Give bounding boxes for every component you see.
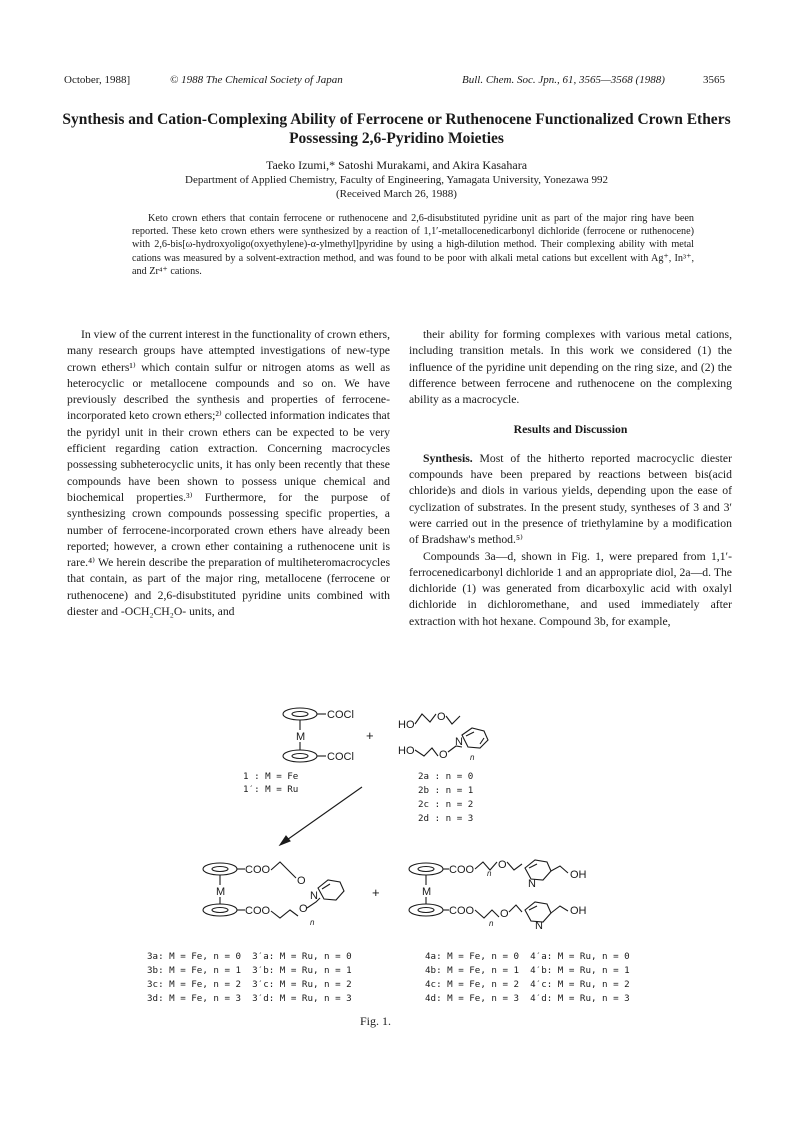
header-date: October, 1988] (64, 74, 131, 86)
legend-ru: 4′a: M = Ru, n = 0 (530, 951, 630, 962)
ester-label-top: COO (245, 864, 271, 876)
pyridine-n-label: N (455, 736, 463, 748)
legend-ru: 3′a: M = Ru, n = 0 (252, 951, 352, 962)
oxygen-label: O (297, 875, 306, 887)
oxygen-label-top: O (437, 711, 446, 723)
legend-line: 1 : M = Fe (243, 771, 299, 782)
section-heading: Results and Discussion (513, 423, 628, 437)
ester-label-top: COO (449, 864, 475, 876)
cocl-label-bottom: COCl (327, 751, 354, 763)
pyridine-diol-structure (398, 711, 488, 762)
legend-fe: 4b: M = Fe, n = 1 (425, 965, 520, 976)
legend-row (147, 964, 352, 978)
legend-fe: 3d: M = Fe, n = 3 (147, 993, 242, 1004)
plus-sign-1: + (366, 728, 374, 743)
synthesis-text: Most of the hitherto reported macrocyclic diester compounds have been prepared by reactions between bis(acid chloride)s and diols in various yields, depending upon the ease of cyclization of substrates. In the present study, syntheses of 3 and 3′ were carried out in the presence of triethylamine by a modification of Bradshaw's method.⁵⁾ (409, 451, 732, 547)
product3-legend (147, 950, 352, 1006)
legend-row (425, 964, 630, 978)
macrocycle-product-structure (203, 862, 344, 927)
metal-label: M (296, 731, 306, 743)
legend-ru: 4′d: M = Ru, n = 3 (530, 993, 630, 1004)
legend-fe: 3c: M = Fe, n = 2 (147, 979, 242, 990)
repeat-n-subscript: n (470, 753, 475, 762)
oxygen-label: O (500, 908, 509, 920)
pyridine-n-label: N (535, 920, 543, 932)
author-list: Taeko Izumi,* Satoshi Murakami, and Akira Kasahara (265, 158, 528, 172)
figure-caption: Fig. 1. (360, 1014, 392, 1028)
metal-label: M (216, 886, 226, 898)
oxygen-label: O (299, 903, 308, 915)
legend-row (425, 992, 630, 1006)
legend-ru: 3′d: M = Ru, n = 3 (252, 993, 352, 1004)
legend-line: 2b : n = 1 (418, 785, 474, 796)
product4-legend (425, 950, 630, 1006)
plus-sign-2: + (372, 885, 380, 900)
ho-label-bottom: HO (398, 745, 415, 757)
intro-paragraph-continued: their ability for forming complexes with various metal cations, including transition metals. In this work we considered (1) the influence of the pyridine unit depending on the ring size, and (2) the difference between ferrocene and ruthenocene on the complexing ability as a macrocycle. (409, 328, 732, 407)
reactant1-legend (243, 770, 298, 796)
legend-row (147, 992, 352, 1006)
ester-label-bottom: COO (245, 905, 271, 917)
affiliation: Department of Applied Chemistry, Faculty of Engineering, Yamagata University, Yonezawa 992 (185, 174, 608, 186)
legend-line: 2d : n = 3 (418, 813, 474, 824)
metallocene-dichloride-structure (283, 708, 354, 763)
compounds-paragraph: Compounds 3a—d, shown in Fig. 1, were prepared from 1,1′-ferrocenedicarbonyl dichloride 1 and an appropriate diol, 2a—d. The dichloride (1) was generated from dicarboxylic acid with oxalyl dichloride in dichloromethane, and used immediately after extraction with hot hexane. Compound 3b, for example, (409, 549, 732, 628)
legend-line: 1′: M = Ru (243, 784, 299, 795)
legend-fe: 4c: M = Fe, n = 2 (425, 979, 520, 990)
repeat-n-subscript: n (489, 919, 494, 928)
legend-row (425, 978, 630, 992)
intro-paragraph: In view of the current interest in the functionality of crown ethers, many research groups have attempted investigations of new-type crown ethers¹⁾ which contain sulfur or nitrogen atoms as well as heterocyclic or metallocene compounds and so on. We have previously described the synthesis and properties of ferrocene-incorporated keto crown ethers;²⁾ collected information indicates that the pyridyl unit in their crown ethers can be expected to be very efficient regarding cation extraction. Concerning macrocycles possessing subheterocyclic units, it has only been recently that these compounds have been shown to possess unique chemical and biochemical properties.³⁾ Furthermore, for the purpose of synthesizing crown compounds possessing specific properties, a number of ferrocene-incorporated crown ethers have already been reported; however, a crown ether containing a ruthenocene unit is rare.⁴⁾ We herein describe the preparation of multiheteromacrocycles that contain, as part of the major ring, metallocene (ferrocene or ruthenocene) and 2,6-disubstituted pyridine units combined with diester and -OCH₂CH₂O- units, and (67, 328, 390, 619)
legend-ru: 3′b: M = Ru, n = 1 (252, 965, 352, 976)
hydroxyl-label: OH (570, 869, 587, 881)
paper-title: Synthesis and Cation-Complexing Ability of Ferrocene or Ruthenocene Functionalized Crown Ethers Possessing 2,6-Pyridino Moieties (62, 111, 731, 147)
synthesis-label: Synthesis. (423, 451, 473, 465)
legend-fe: 4d: M = Fe, n = 3 (425, 993, 520, 1004)
abstract: Keto crown ethers that contain ferrocene or ruthenocene and 2,6-disubstituted pyridine unit as part of the major ring have been reported. These keto crown ethers were synthesized by a reaction of 1,1′-metallocenedicarbonyl dichloride (ferrocene or ruthenocene) with 2,6-bis[ω-hydroxyoligo(oxyethylene)-α-ylmethyl]pyridine by using a high-dilution method. Their complexing ability with metal cations was measured by a solvent-extraction method, and was found to be poor with alkali metal cations but excellent with Ag⁺, In³⁺, and Zr⁴⁺ cations. (132, 213, 694, 277)
received-date: (Received March 26, 1988) (336, 188, 457, 200)
oxygen-label-bottom: O (439, 749, 448, 761)
legend-line: 2a : n = 0 (418, 771, 474, 782)
copyright-text: © 1988 The Chemical Society of Japan (170, 74, 343, 86)
cocl-label-top: COCl (327, 709, 354, 721)
legend-ru: 3′c: M = Ru, n = 2 (252, 979, 352, 990)
hydroxyl-label: OH (570, 905, 587, 917)
metal-label: M (422, 886, 432, 898)
ho-label-top: HO (398, 719, 415, 731)
oxygen-label: O (498, 859, 507, 871)
legend-row (147, 978, 352, 992)
legend-fe: 4a: M = Fe, n = 0 (425, 951, 520, 962)
open-chain-product-structure (409, 859, 587, 932)
journal-citation: Bull. Chem. Soc. Jpn., 61, 3565—3568 (1988) (462, 74, 665, 86)
repeat-n-subscript: n (487, 869, 492, 878)
pyridine-n-label: N (310, 890, 318, 902)
legend-ru: 4′c: M = Ru, n = 2 (530, 979, 630, 990)
legend-row (425, 950, 630, 964)
repeat-n-subscript: n (310, 918, 315, 927)
legend-line: 2c : n = 2 (418, 799, 474, 810)
legend-fe: 3a: M = Fe, n = 0 (147, 951, 242, 962)
legend-row (147, 950, 352, 964)
legend-ru: 4′b: M = Ru, n = 1 (530, 965, 630, 976)
ester-label-bottom: COO (449, 905, 475, 917)
page-number: 3565 (703, 74, 725, 86)
legend-fe: 3b: M = Fe, n = 1 (147, 965, 242, 976)
pyridine-n-label: N (528, 878, 536, 890)
reactant2-legend (418, 770, 473, 826)
